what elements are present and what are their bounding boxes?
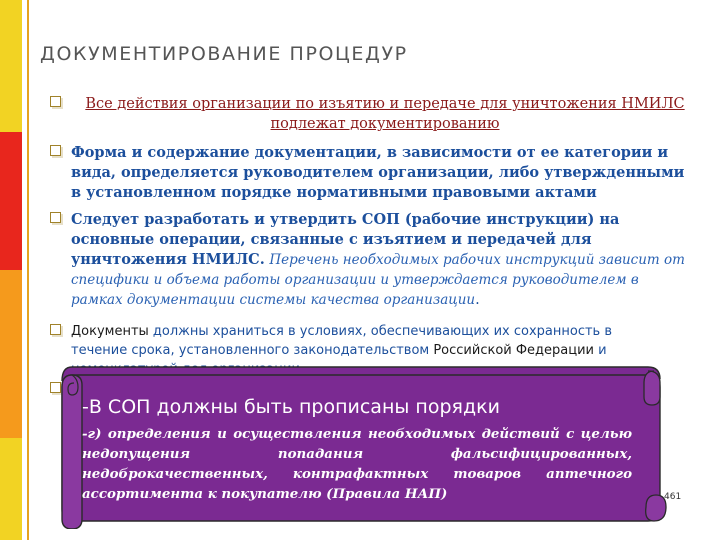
accent-block-red bbox=[0, 132, 22, 270]
bullet-3-strong: Следует разработать и утвердить СОП (рабочие инструкции) на основные операции, связанные с изъятием и передачей для уничтожения НМИЛС. bbox=[71, 211, 620, 268]
accent-block-yellow bbox=[0, 0, 22, 132]
bullet-3-italic: Перечень необходимых рабочих инструкций зависит от специфики и объема работы организации и утверждается руководителем в рамках документации системы качества организации bbox=[71, 252, 685, 308]
scroll-banner bbox=[48, 361, 672, 529]
bullet-2-text: Форма и содержание документации, в зависимости от ее категории и вида, определяется руководителем организации, либо утвержденными в установленном порядке нормативными правовыми актами bbox=[71, 144, 685, 201]
square-bullet-icon bbox=[50, 145, 61, 156]
scroll-body: -г) определения и осуществления необходимых действий с целью недопущения попадания фальсифицированных, недоброкачественных, контрафактных товаров аптечного ассортимента к покупателю (Правила НАП) bbox=[82, 426, 632, 502]
bullet-3-end: . bbox=[475, 292, 480, 308]
scroll-heading: -В СОП должны быть прописаны порядки bbox=[82, 396, 500, 418]
bullet-4-part3: Российской Федерации bbox=[433, 343, 595, 358]
square-bullet-icon bbox=[50, 212, 61, 223]
accent-strip bbox=[0, 0, 22, 540]
slide-title: ДОКУМЕНТИРОВАНИЕ ПРОЦЕДУР bbox=[40, 43, 408, 65]
square-bullet-icon bbox=[50, 324, 61, 335]
bullet-3-text bbox=[71, 210, 689, 310]
bullet-1-text: Все действия организации по изъятию и передаче для уничтожения НМИЛС подлежат документированию bbox=[85, 96, 685, 132]
bullet-4-part1: Документы bbox=[71, 324, 149, 339]
accent-block-yellow-bottom bbox=[0, 438, 22, 540]
bullet-4-part2: должны храниться в условиях, обеспечивающих их сохранность в течение срока, установленного законодательством bbox=[71, 324, 613, 358]
bullet-4-part4: и bbox=[598, 343, 607, 358]
accent-line bbox=[27, 0, 29, 540]
page-number: 461 bbox=[664, 492, 682, 502]
accent-block-orange bbox=[0, 270, 22, 438]
square-bullet-icon bbox=[50, 96, 61, 107]
